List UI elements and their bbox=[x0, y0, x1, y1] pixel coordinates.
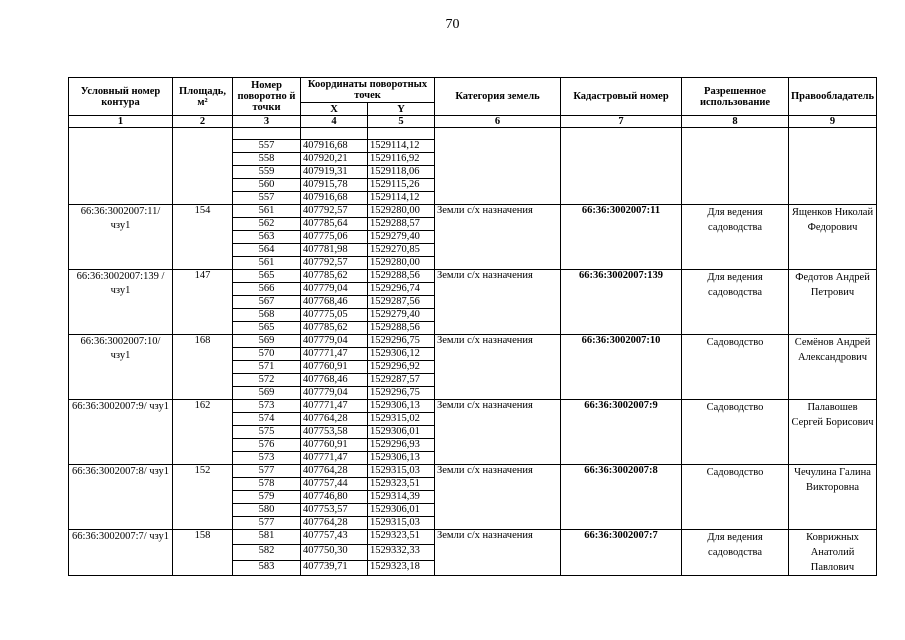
coord-y: 1529280,00 bbox=[368, 205, 435, 218]
coord-y bbox=[368, 128, 435, 140]
land-category bbox=[435, 128, 561, 205]
point-number: 571 bbox=[233, 361, 301, 374]
table-row bbox=[69, 335, 877, 348]
land-category: Земли с/х назначения bbox=[435, 270, 561, 335]
coord-y: 1529114,12 bbox=[368, 192, 435, 205]
permitted-use: Для ведения садоводства bbox=[682, 270, 789, 335]
owner-name: Ященков Николай Федорович bbox=[789, 205, 877, 270]
column-number: 6 bbox=[435, 116, 561, 128]
coord-y: 1529332,33 bbox=[368, 545, 435, 560]
point-number: 563 bbox=[233, 231, 301, 244]
coord-x: 407916,68 bbox=[301, 140, 368, 153]
owner-name: Коврижных Анатолий Павлович bbox=[789, 530, 877, 576]
cadastral-number: 66:36:3002007:9 bbox=[561, 400, 682, 465]
coord-y: 1529288,56 bbox=[368, 270, 435, 283]
coord-x: 407760,91 bbox=[301, 439, 368, 452]
point-number: 559 bbox=[233, 166, 301, 179]
header-category: Категория земель bbox=[435, 78, 561, 116]
header-contour: Условный номер контура bbox=[69, 78, 173, 116]
point-number: 570 bbox=[233, 348, 301, 361]
coord-x: 407785,62 bbox=[301, 322, 368, 335]
coord-y: 1529279,40 bbox=[368, 309, 435, 322]
coordinates-table bbox=[68, 77, 877, 576]
coord-y: 1529315,03 bbox=[368, 465, 435, 478]
column-number-row bbox=[69, 116, 877, 128]
permitted-use: Для ведения садоводства bbox=[682, 205, 789, 270]
table-row bbox=[69, 530, 877, 545]
coord-x: 407753,58 bbox=[301, 426, 368, 439]
land-category: Земли с/х назначения bbox=[435, 400, 561, 465]
table-row bbox=[69, 205, 877, 218]
coord-x: 407919,31 bbox=[301, 166, 368, 179]
coord-y: 1529114,12 bbox=[368, 140, 435, 153]
area-value bbox=[173, 128, 233, 205]
coord-x: 407753,57 bbox=[301, 504, 368, 517]
coord-x: 407916,68 bbox=[301, 192, 368, 205]
permitted-use: Для ведения садоводства bbox=[682, 530, 789, 576]
point-number: 569 bbox=[233, 335, 301, 348]
point-number: 581 bbox=[233, 530, 301, 545]
coord-x: 407739,71 bbox=[301, 560, 368, 575]
cadastral-number: 66:36:3002007:8 bbox=[561, 465, 682, 530]
coord-x: 407757,43 bbox=[301, 530, 368, 545]
point-number: 557 bbox=[233, 192, 301, 205]
coord-x: 407781,98 bbox=[301, 244, 368, 257]
coord-x: 407920,21 bbox=[301, 153, 368, 166]
cadastral-number: 66:36:3002007:139 bbox=[561, 270, 682, 335]
table-row bbox=[69, 465, 877, 478]
point-number: 577 bbox=[233, 517, 301, 530]
point-number: 582 bbox=[233, 545, 301, 560]
coord-x: 407771,47 bbox=[301, 348, 368, 361]
coord-x: 407792,57 bbox=[301, 257, 368, 270]
coord-y: 1529306,13 bbox=[368, 400, 435, 413]
coord-x: 407771,47 bbox=[301, 452, 368, 465]
contour-number: 66:36:3002007:10/ чзу1 bbox=[69, 335, 173, 400]
cadastral-number bbox=[561, 128, 682, 205]
coord-y: 1529315,03 bbox=[368, 517, 435, 530]
owner-name bbox=[789, 128, 877, 205]
point-number: 583 bbox=[233, 560, 301, 575]
coord-y: 1529323,51 bbox=[368, 530, 435, 545]
point-number: 576 bbox=[233, 439, 301, 452]
owner-name: Федотов Андрей Петрович bbox=[789, 270, 877, 335]
land-category: Земли с/х назначения bbox=[435, 530, 561, 576]
header-y: Y bbox=[368, 103, 435, 116]
coord-y: 1529306,13 bbox=[368, 452, 435, 465]
coord-x: 407764,28 bbox=[301, 517, 368, 530]
column-number: 9 bbox=[789, 116, 877, 128]
coord-y: 1529296,74 bbox=[368, 283, 435, 296]
point-number: 578 bbox=[233, 478, 301, 491]
contour-number: 66:36:3002007:11/ чзу1 bbox=[69, 205, 173, 270]
point-number: 566 bbox=[233, 283, 301, 296]
table-row bbox=[69, 270, 877, 283]
land-category: Земли с/х назначения bbox=[435, 465, 561, 530]
header-x: X bbox=[301, 103, 368, 116]
coord-x: 407915,78 bbox=[301, 179, 368, 192]
point-number: 580 bbox=[233, 504, 301, 517]
land-category: Земли с/х назначения bbox=[435, 205, 561, 270]
coord-x: 407768,46 bbox=[301, 296, 368, 309]
coord-x: 407764,28 bbox=[301, 413, 368, 426]
coord-x: 407785,62 bbox=[301, 270, 368, 283]
header-cadastral: Кадастровый номер bbox=[561, 78, 682, 116]
coord-y: 1529280,00 bbox=[368, 257, 435, 270]
coord-y: 1529288,56 bbox=[368, 322, 435, 335]
cadastral-number: 66:36:3002007:10 bbox=[561, 335, 682, 400]
area-value: 168 bbox=[173, 335, 233, 400]
coord-x: 407775,05 bbox=[301, 309, 368, 322]
permitted-use bbox=[682, 128, 789, 205]
owner-name: Чечулина Галина Викторовна bbox=[789, 465, 877, 530]
point-number: 561 bbox=[233, 205, 301, 218]
column-number: 1 bbox=[69, 116, 173, 128]
point-number: 574 bbox=[233, 413, 301, 426]
header-point-number: Номер поворотно й точки bbox=[233, 78, 301, 116]
contour-number bbox=[69, 128, 173, 205]
point-number bbox=[233, 128, 301, 140]
header-area: Площадь, м² bbox=[173, 78, 233, 116]
column-number: 5 bbox=[368, 116, 435, 128]
point-number: 565 bbox=[233, 270, 301, 283]
coord-x: 407768,46 bbox=[301, 374, 368, 387]
coord-x: 407779,04 bbox=[301, 387, 368, 400]
table-row bbox=[69, 128, 877, 140]
coord-x bbox=[301, 128, 368, 140]
contour-number: 66:36:3002007:9/ чзу1 bbox=[69, 400, 173, 465]
cadastral-number: 66:36:3002007:7 bbox=[561, 530, 682, 576]
coord-y: 1529270,85 bbox=[368, 244, 435, 257]
cadastral-number: 66:36:3002007:11 bbox=[561, 205, 682, 270]
land-category: Земли с/х назначения bbox=[435, 335, 561, 400]
page-number: 70 bbox=[445, 17, 460, 32]
header-owner: Правообладатель bbox=[789, 78, 877, 116]
column-number: 8 bbox=[682, 116, 789, 128]
coord-y: 1529315,02 bbox=[368, 413, 435, 426]
point-number: 565 bbox=[233, 322, 301, 335]
point-number: 564 bbox=[233, 244, 301, 257]
coord-x: 407785,64 bbox=[301, 218, 368, 231]
permitted-use: Садоводство bbox=[682, 465, 789, 530]
coord-y: 1529323,51 bbox=[368, 478, 435, 491]
point-number: 568 bbox=[233, 309, 301, 322]
coord-y: 1529306,01 bbox=[368, 504, 435, 517]
permitted-use: Садоводство bbox=[682, 400, 789, 465]
point-number: 577 bbox=[233, 465, 301, 478]
coord-y: 1529288,57 bbox=[368, 218, 435, 231]
contour-number: 66:36:3002007:7/ чзу1 bbox=[69, 530, 173, 576]
coord-x: 407771,47 bbox=[301, 400, 368, 413]
column-number: 2 bbox=[173, 116, 233, 128]
coord-y: 1529287,57 bbox=[368, 374, 435, 387]
point-number: 562 bbox=[233, 218, 301, 231]
coord-y: 1529296,75 bbox=[368, 387, 435, 400]
coord-y: 1529287,56 bbox=[368, 296, 435, 309]
point-number: 569 bbox=[233, 387, 301, 400]
point-number: 575 bbox=[233, 426, 301, 439]
point-number: 561 bbox=[233, 257, 301, 270]
coord-x: 407792,57 bbox=[301, 205, 368, 218]
coord-x: 407764,28 bbox=[301, 465, 368, 478]
table-row bbox=[69, 400, 877, 413]
area-value: 154 bbox=[173, 205, 233, 270]
point-number: 572 bbox=[233, 374, 301, 387]
coord-y: 1529296,93 bbox=[368, 439, 435, 452]
area-value: 152 bbox=[173, 465, 233, 530]
coord-x: 407750,30 bbox=[301, 545, 368, 560]
coord-y: 1529296,92 bbox=[368, 361, 435, 374]
coord-x: 407760,91 bbox=[301, 361, 368, 374]
coord-y: 1529314,39 bbox=[368, 491, 435, 504]
area-value: 162 bbox=[173, 400, 233, 465]
coord-y: 1529323,18 bbox=[368, 560, 435, 575]
column-number: 3 bbox=[233, 116, 301, 128]
owner-name: Семёнов Андрей Александрович bbox=[789, 335, 877, 400]
contour-number: 66:36:3002007:8/ чзу1 bbox=[69, 465, 173, 530]
permitted-use: Садоводство bbox=[682, 335, 789, 400]
coord-y: 1529306,01 bbox=[368, 426, 435, 439]
coord-x: 407775,06 bbox=[301, 231, 368, 244]
area-value: 158 bbox=[173, 530, 233, 576]
header-permitted-use: Разрешенное использование bbox=[682, 78, 789, 116]
coord-y: 1529306,12 bbox=[368, 348, 435, 361]
coord-y: 1529115,26 bbox=[368, 179, 435, 192]
coord-y: 1529116,92 bbox=[368, 153, 435, 166]
point-number: 579 bbox=[233, 491, 301, 504]
coord-y: 1529296,75 bbox=[368, 335, 435, 348]
column-number: 4 bbox=[301, 116, 368, 128]
contour-number: 66:36:3002007:139 /чзу1 bbox=[69, 270, 173, 335]
point-number: 567 bbox=[233, 296, 301, 309]
coord-x: 407779,04 bbox=[301, 335, 368, 348]
coord-y: 1529279,40 bbox=[368, 231, 435, 244]
header-coordinates: Координаты поворотных точек bbox=[301, 78, 435, 103]
point-number: 573 bbox=[233, 452, 301, 465]
point-number: 558 bbox=[233, 153, 301, 166]
column-number: 7 bbox=[561, 116, 682, 128]
coord-x: 407757,44 bbox=[301, 478, 368, 491]
point-number: 557 bbox=[233, 140, 301, 153]
area-value: 147 bbox=[173, 270, 233, 335]
point-number: 573 bbox=[233, 400, 301, 413]
coord-x: 407779,04 bbox=[301, 283, 368, 296]
coord-x: 407746,80 bbox=[301, 491, 368, 504]
coord-y: 1529118,06 bbox=[368, 166, 435, 179]
point-number: 560 bbox=[233, 179, 301, 192]
owner-name: Палавошев Сергей Борисович bbox=[789, 400, 877, 465]
